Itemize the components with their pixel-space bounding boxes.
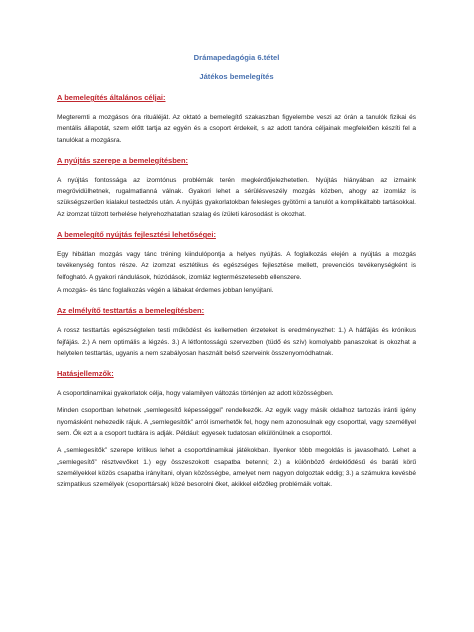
- paragraph: Minden csoportban lehetnek „semlegesítő képességgel” rendelkezők. Az egyik vagy másik oldalhoz tartozás iránti igény nyomásként nehezedik rájuk. A „semlegesítők” arról ismerhetők fel, hogy nem azonosulnak egy csoporttal, vagy személlyel sem. Ők ezt a a csoport tudtára is adják. Például: egyesek tudatosan elkülönülnek a csoporttól.: [57, 407, 416, 438]
- document-subtitle: Játékos bemelegítés: [199, 72, 274, 81]
- section-heading-goals: A bemelegítés általános céljai:: [57, 93, 166, 102]
- document-title: Drámapedagógia 6.tétel: [193, 53, 280, 62]
- paragraph: A „semlegesítők” szerepe kritikus lehet a csoportdinamikai játékokban. Ilyenkor több megoldás is javasolható. Lehet a „semlegesítő” résztvevőket 1.) egy összeszokott csapatba betenni; 2.) a különböző érdeklődésű és baráti körű személyekkel közös csapatba irányítani, olyan közösségbe, amelyet nem nagyon dolgoztak eddig; 3.) a számukra kevésbé szimpatikus személyek (csoporttársak) közé besorolni őket, akikkel előzőleg problémáik voltak.: [57, 447, 416, 489]
- paragraph: A rossz testtartás egészségtelen testi működést és kellemetlen érzeteket is eredményezhet: 1.) A hátfájás és krónikus fejfájás. 2.) A nem optimális a légzés. 3.) A létfontosságú szervezben (tüdő és szív) komolyabb panaszokat is okozhat a helytelen testtartás, ugyanis a nem szabályosan használt belső szerveink összenyomódhatnak.: [57, 327, 416, 357]
- section-heading-effects: Hatásjellemzők:: [57, 369, 114, 379]
- paragraph: A mozgás- és tánc foglalkozás végén a lábakat érdemes jobban lenyújtani.: [57, 286, 274, 294]
- section-heading-posture: Az elmélyítő testtartás a bemelegítésben:: [57, 306, 205, 316]
- section-heading-stretching-role: A nyújtás szerepe a bemelegítésben:: [57, 155, 189, 165]
- paragraph: A nyújtás fontossága az izomtónus problémák terén megkérdőjelezhetetlen. Nyújtás hiányában az izmaink megrövidülhetnek, rugalmatlanná válnak. Gyakori lehet a sérülésveszély mozgás közben, ahogy az izomláz is szükségszerűen kialakul testedzés után. A nyújtás gyakorlatokban felesleges gyötörni a tanulót a komplikáltabb tartásokkal. Az izomzat túlzott terhelése helyrehozhatatlan szalag és ízületi károsodást is okozhat.: [57, 176, 416, 218]
- paragraph: A csoportdinamikai gyakorlatok célja, hogy valamilyen változás történjen az adott közösségben.: [57, 390, 334, 398]
- paragraph: Egy hibátlan mozgás vagy tánc tréning kiindulópontja a helyes nyújtás. A foglalkozás elején a nyújtás a mozgás tevékenység fontos része. Az izomzat esztétikus és egészséges fejlesztése mellett, prevenciós tevékenységként is felfogható. A gyakori rándulások, húzódások, izomláz legtermészetesebb ellenszere.: [57, 251, 416, 281]
- section-heading-stretching-development: A bemelegítő nyújtás fejlesztési lehetőségei:: [57, 230, 216, 240]
- paragraph: Megteremti a mozgásos óra rituáléját. Az oktató a bemelegítő szakaszban figyelembe veszi az órán a tanulók fizikai és mentális állapotát, szem előtt tartja az egyén és a csoport érdekeit, s az adott tanóra céljainak megfelelően készíti fel a tanulókat a mozgásra.: [57, 114, 416, 144]
